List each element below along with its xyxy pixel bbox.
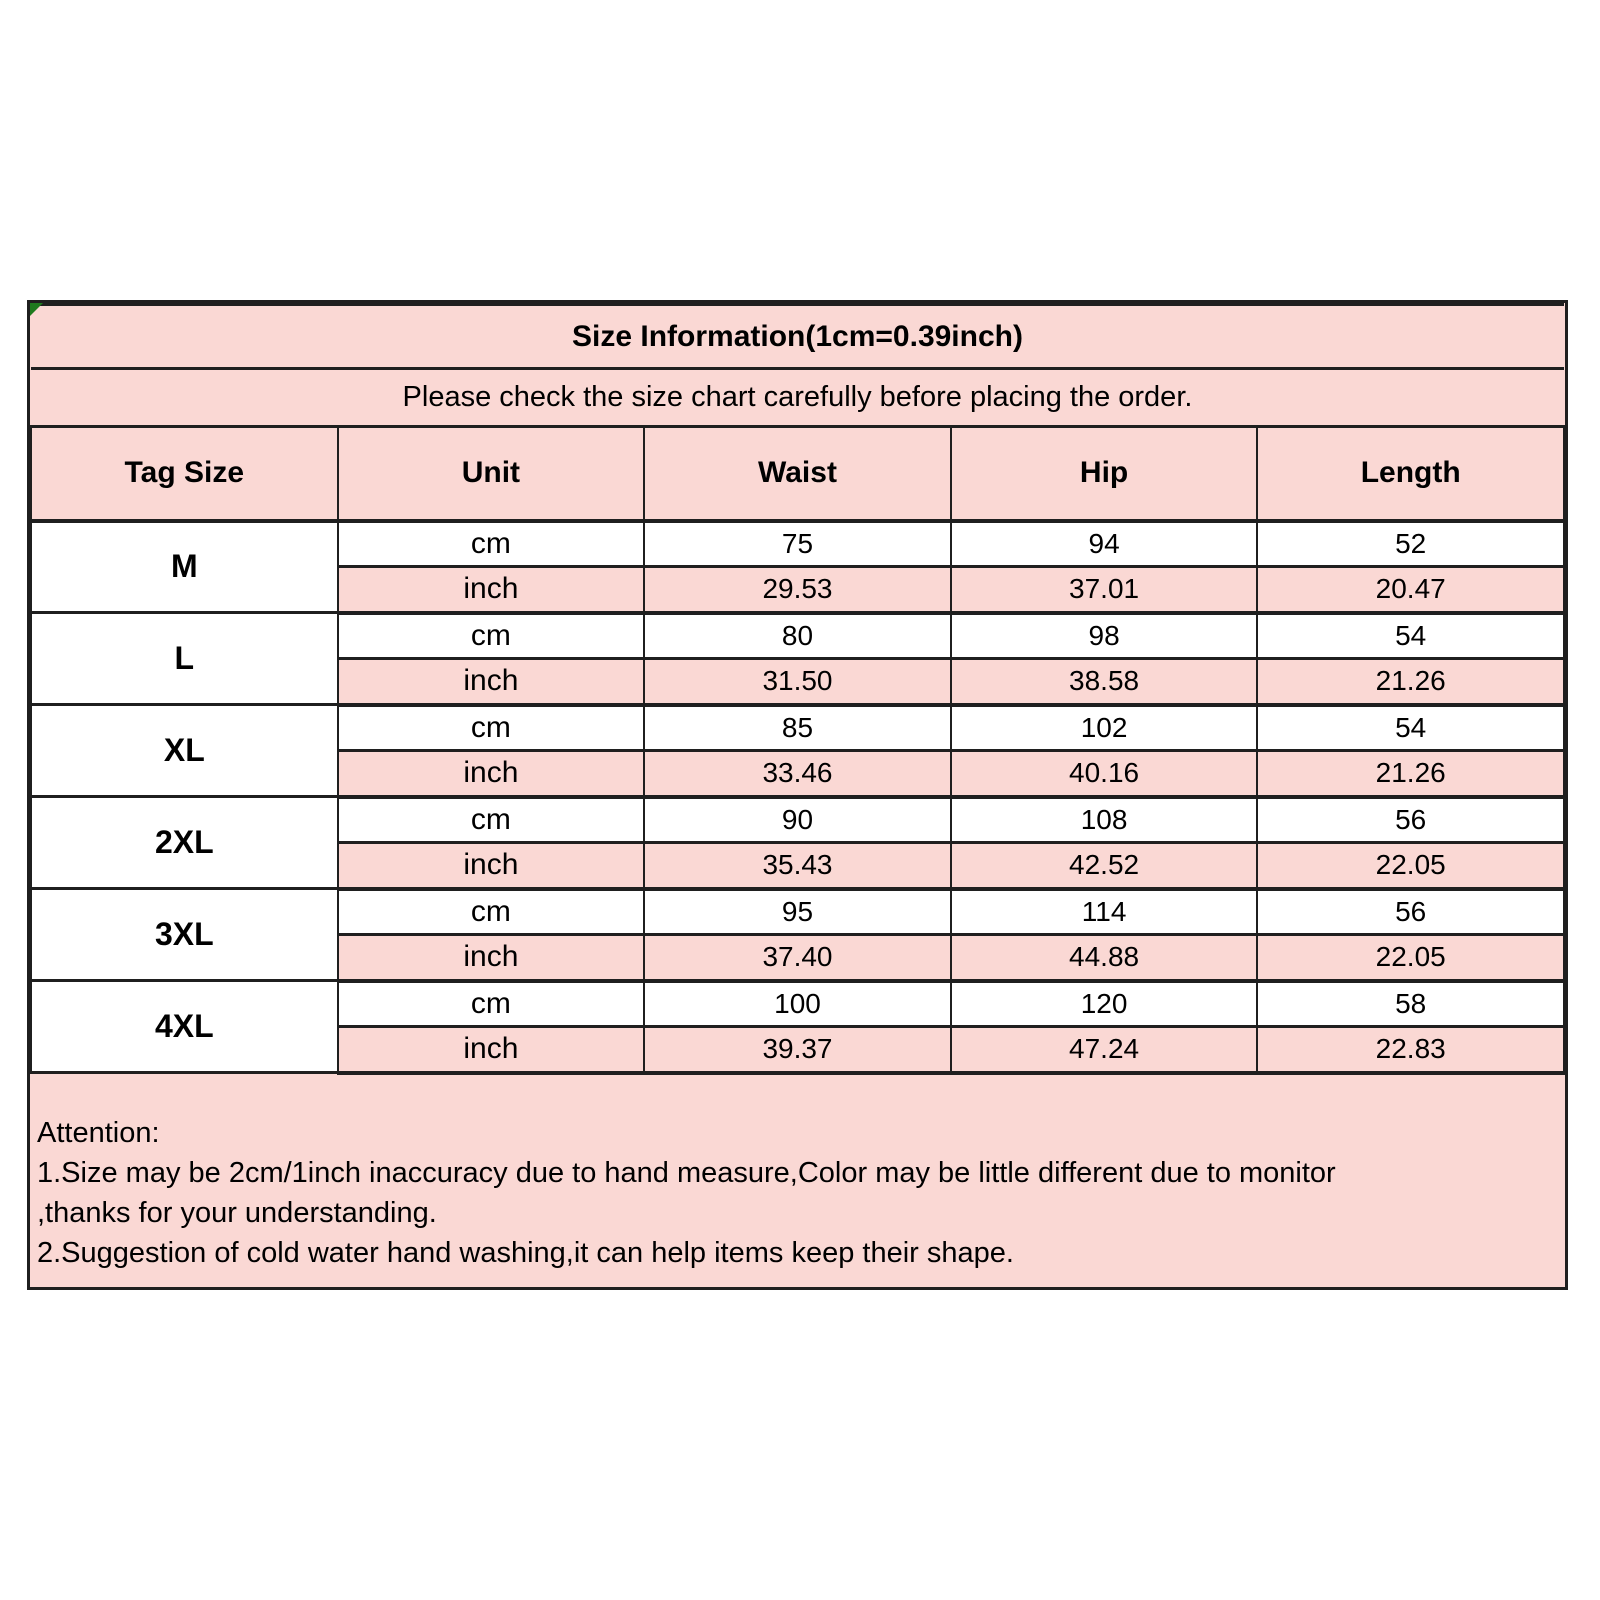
length-cell: 54 (1257, 705, 1564, 751)
unit-cell: inch (338, 567, 645, 613)
length-cell: 21.26 (1257, 659, 1564, 705)
unit-cell: inch (338, 935, 645, 981)
unit-cell: cm (338, 705, 645, 751)
size-row-m-cm (31, 521, 1564, 567)
unit-cell: inch (338, 1027, 645, 1073)
size-row-3xl-cm (31, 889, 1564, 935)
subtitle-row (31, 369, 1564, 427)
waist-cell: 75 (644, 521, 951, 567)
waist-cell: 100 (644, 981, 951, 1027)
waist-cell: 37.40 (644, 935, 951, 981)
length-cell: 20.47 (1257, 567, 1564, 613)
waist-cell: 31.50 (644, 659, 951, 705)
hip-cell: 114 (951, 889, 1258, 935)
green-corner-marker-icon (30, 303, 43, 316)
hip-cell: 94 (951, 521, 1258, 567)
unit-cell: inch (338, 751, 645, 797)
length-cell: 52 (1257, 521, 1564, 567)
attention-row (31, 1073, 1564, 1288)
size-row-4xl-cm (31, 981, 1564, 1027)
hip-cell: 108 (951, 797, 1258, 843)
tag-size-cell: L (31, 613, 338, 705)
length-cell: 56 (1257, 889, 1564, 935)
unit-cell: cm (338, 981, 645, 1027)
hip-cell: 38.58 (951, 659, 1258, 705)
unit-cell: cm (338, 521, 645, 567)
tag-size-cell: 3XL (31, 889, 338, 981)
waist-cell: 35.43 (644, 843, 951, 889)
column-header-row (31, 427, 1564, 521)
unit-cell: cm (338, 613, 645, 659)
waist-cell: 29.53 (644, 567, 951, 613)
column-header-length: Length (1257, 427, 1564, 521)
unit-cell: inch (338, 843, 645, 889)
hip-cell: 44.88 (951, 935, 1258, 981)
hip-cell: 120 (951, 981, 1258, 1027)
unit-cell: cm (338, 889, 645, 935)
column-header-unit: Unit (338, 427, 645, 521)
attention-line-3: 2.Suggestion of cold water hand washing,it can help items keep their shape. (37, 1236, 1014, 1269)
attention-block (31, 1073, 1564, 1288)
size-chart (27, 300, 1568, 1290)
waist-cell: 85 (644, 705, 951, 751)
title-row (31, 305, 1564, 369)
size-row-xl-cm (31, 705, 1564, 751)
attention-line-2: ,thanks for your understanding. (37, 1196, 437, 1229)
column-header-waist: Waist (644, 427, 951, 521)
waist-cell: 33.46 (644, 751, 951, 797)
size-row-l-cm (31, 613, 1564, 659)
tag-size-cell: 2XL (31, 797, 338, 889)
table-title: Size Information(1cm=0.39inch) (31, 305, 1564, 369)
unit-cell: inch (338, 659, 645, 705)
length-cell: 21.26 (1257, 751, 1564, 797)
size-row-2xl-cm (31, 797, 1564, 843)
size-table (30, 303, 1565, 1287)
waist-cell: 80 (644, 613, 951, 659)
tag-size-cell: XL (31, 705, 338, 797)
hip-cell: 98 (951, 613, 1258, 659)
column-header-tag-size: Tag Size (31, 427, 338, 521)
length-cell: 58 (1257, 981, 1564, 1027)
length-cell: 22.05 (1257, 935, 1564, 981)
waist-cell: 39.37 (644, 1027, 951, 1073)
length-cell: 54 (1257, 613, 1564, 659)
waist-cell: 90 (644, 797, 951, 843)
length-cell: 22.05 (1257, 843, 1564, 889)
attention-line-1: 1.Size may be 2cm/1inch inaccuracy due to hand measure,Color may be little different due to monitor (37, 1156, 1336, 1189)
length-cell: 56 (1257, 797, 1564, 843)
attention-heading: Attention: (37, 1116, 160, 1149)
column-header-hip: Hip (951, 427, 1258, 521)
length-cell: 22.83 (1257, 1027, 1564, 1073)
hip-cell: 102 (951, 705, 1258, 751)
hip-cell: 40.16 (951, 751, 1258, 797)
tag-size-cell: 4XL (31, 981, 338, 1073)
tag-size-cell: M (31, 521, 338, 613)
hip-cell: 42.52 (951, 843, 1258, 889)
unit-cell: cm (338, 797, 645, 843)
hip-cell: 37.01 (951, 567, 1258, 613)
table-subtitle: Please check the size chart carefully before placing the order. (31, 369, 1564, 427)
waist-cell: 95 (644, 889, 951, 935)
hip-cell: 47.24 (951, 1027, 1258, 1073)
